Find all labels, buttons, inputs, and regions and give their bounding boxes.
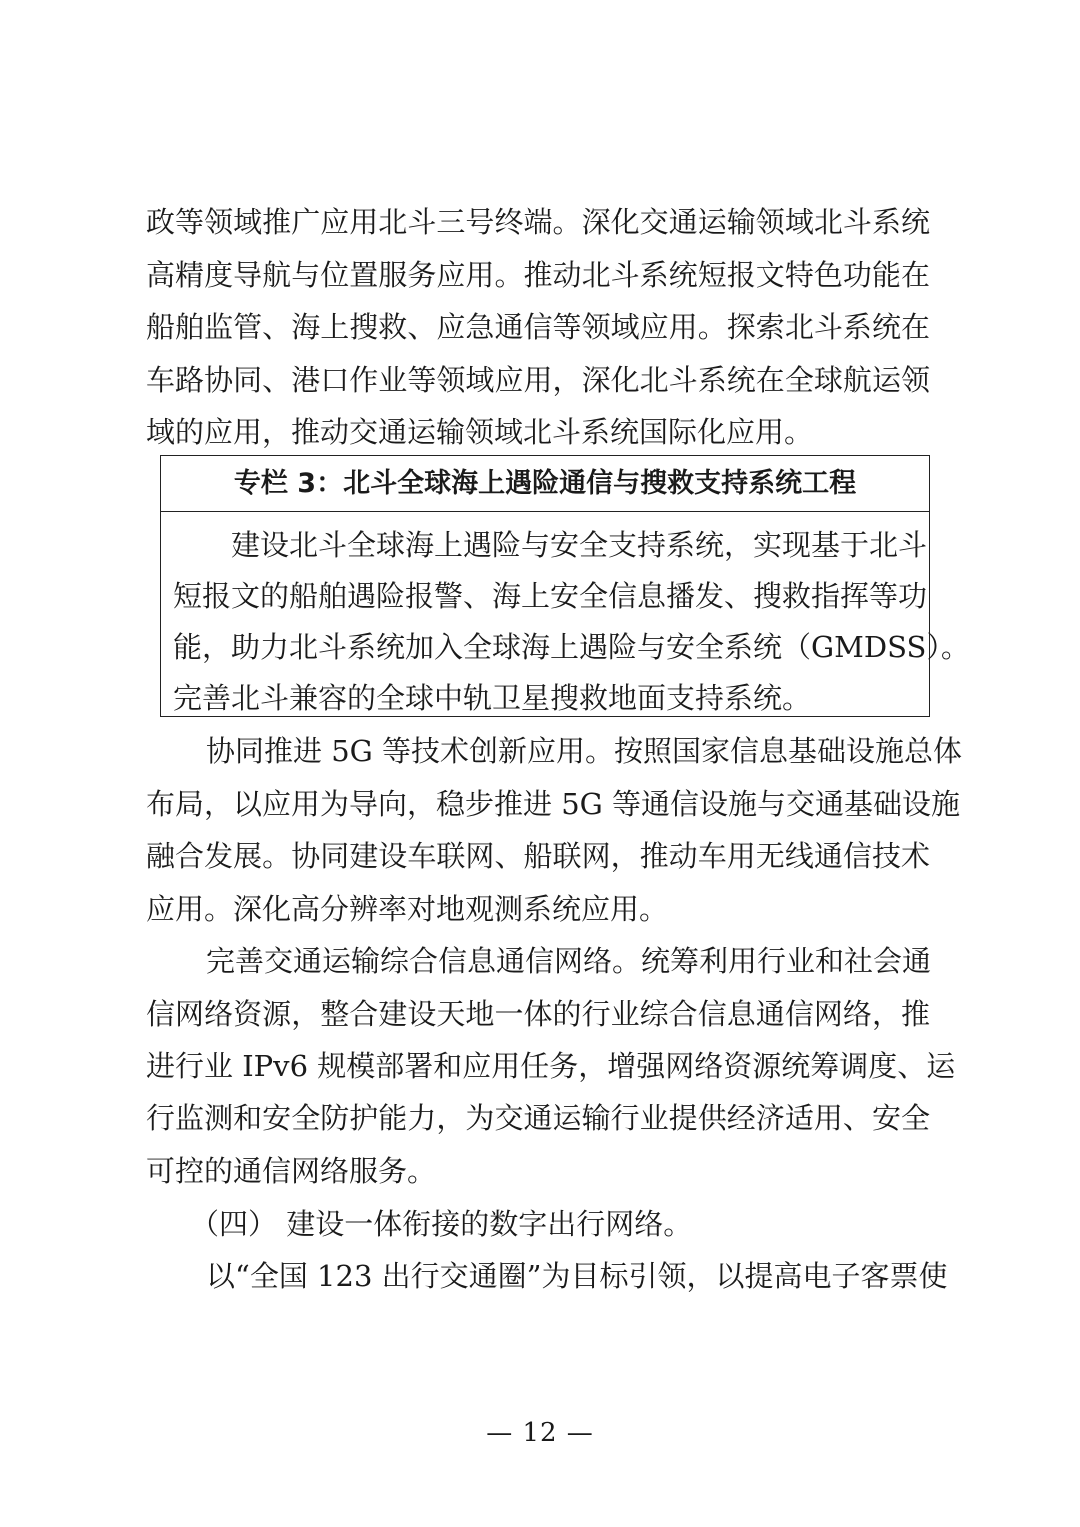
text-line: 应用。深化高分辨率对地观测系统应用。 xyxy=(146,892,669,926)
text-line: 融合发展。协同建设车联网、船联网，推动车用无线通信技术 xyxy=(146,839,930,873)
column-box-line: 完善北斗兼容的全球中轨卫星搜救地面支持系统。 xyxy=(173,681,812,715)
text-line: 船舶监管、海上搜救、应急通信等领域应用。探索北斗系统在 xyxy=(146,310,930,344)
text-line: 域的应用，推动交通运输领域北斗系统国际化应用。 xyxy=(146,415,814,449)
text-line: 协同推进 5G 等技术创新应用。按照国家信息基础设施总体 xyxy=(206,734,963,768)
text-line: 进行业 IPv6 规模部署和应用任务，增强网络资源统筹调度、运 xyxy=(146,1049,956,1083)
column-box-line: 短报文的船舶遇险报警、海上安全信息播发、搜救指挥等功 xyxy=(173,579,928,613)
column-box-title: 专栏 3：北斗全球海上遇险通信与搜救支持系统工程 xyxy=(161,456,929,512)
column-box-line: 建设北斗全球海上遇险与安全支持系统，实现基于北斗 xyxy=(231,528,928,562)
text-line: 信网络资源，整合建设天地一体的行业综合信息通信网络，推 xyxy=(146,997,930,1031)
text-line: 高精度导航与位置服务应用。推动北斗系统短报文特色功能在 xyxy=(146,258,930,292)
section-heading: （四） 建设一体衔接的数字出行网络。 xyxy=(190,1207,693,1241)
text-line: 车路协同、港口作业等领域应用，深化北斗系统在全球航运领 xyxy=(146,363,930,397)
text-line: 布局，以应用为导向，稳步推进 5G 等通信设施与交通基础设施 xyxy=(146,787,961,821)
text-line: 可控的通信网络服务。 xyxy=(146,1154,437,1188)
text-line: 完善交通运输综合信息通信网络。统筹利用行业和社会通 xyxy=(206,944,932,978)
column-box xyxy=(160,455,970,717)
text-line: 以“全国 123 出行交通圈”为目标引领，以提高电子客票使 xyxy=(206,1259,948,1293)
text-line: 政等领域推广应用北斗三号终端。深化交通运输领域北斗系统 xyxy=(146,205,930,239)
column-box-line: 能，助力北斗系统加入全球海上遇险与安全系统（GMDSS）。 xyxy=(173,630,970,664)
text-line: 行监测和安全防护能力，为交通运输行业提供经济适用、安全 xyxy=(146,1101,930,1135)
page-number: — 12 — xyxy=(486,1418,594,1448)
